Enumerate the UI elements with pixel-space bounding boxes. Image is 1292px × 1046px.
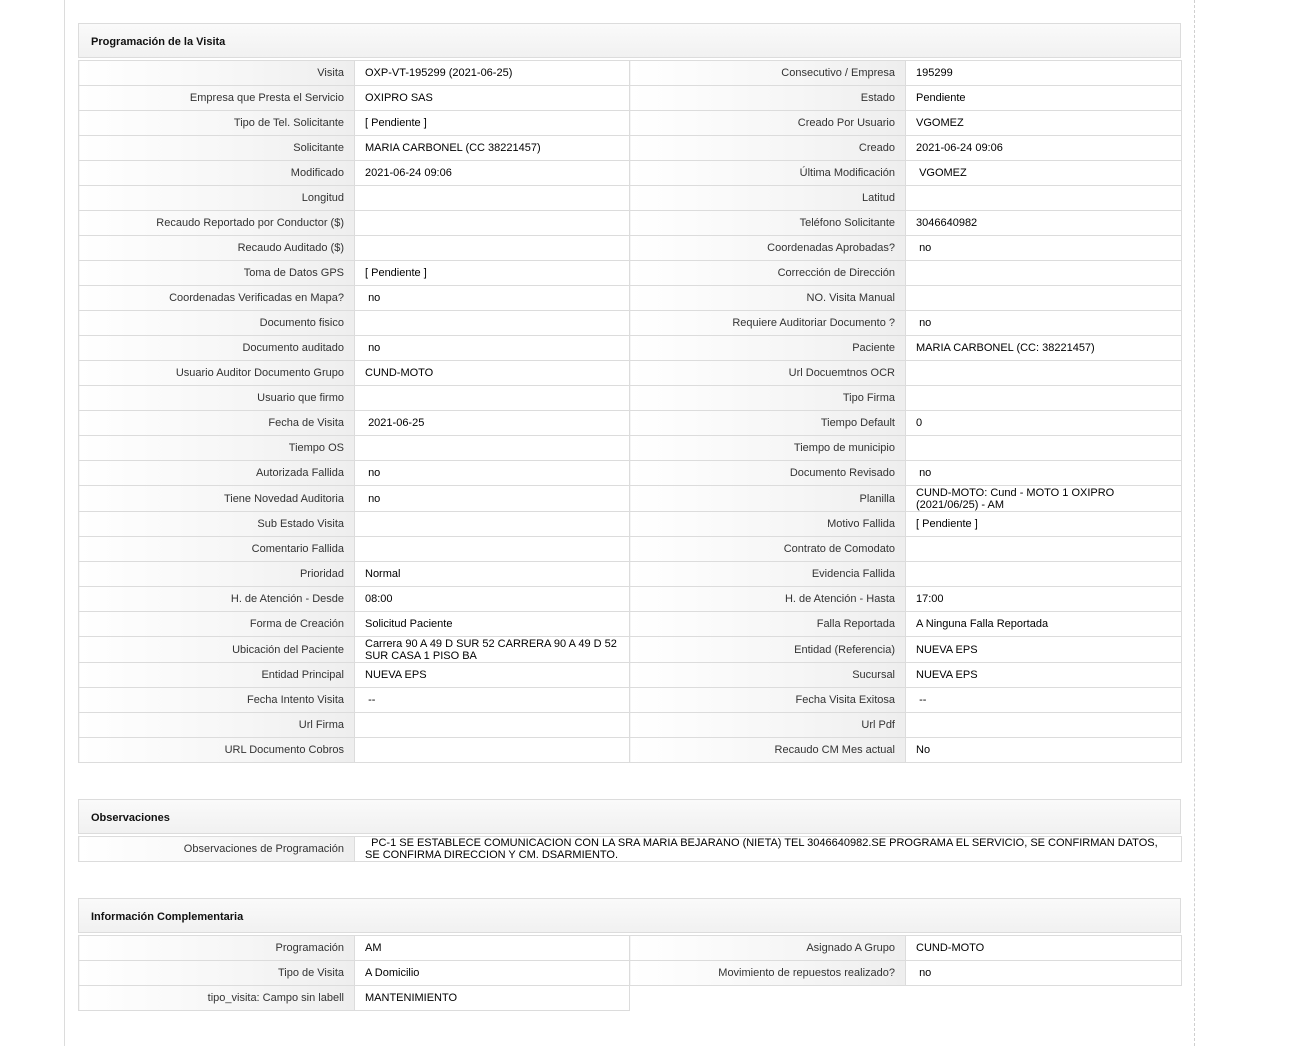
documento-fisico-label: Documento fisico bbox=[79, 311, 355, 336]
tiene-novedad-auditoria-value: no bbox=[355, 486, 630, 512]
recaudo-cm-mes-actual-value: No bbox=[906, 738, 1182, 763]
usuario-que-firmo-value bbox=[355, 386, 630, 411]
observaciones-value: PC-1 SE ESTABLECE COMUNICACION CON LA SRA MARIA BEJARANO (NIETA) TEL 3046640982.SE PROGRAMA EL SERVICIO, SE CONFIRMAN DATOS, SE CONFIRMA DIRECCION Y CM. DSARMIENTO. bbox=[355, 837, 1182, 862]
complementaria-panel bbox=[78, 898, 1181, 1011]
forma-de-creacion-value: Solicitud Paciente bbox=[355, 612, 630, 637]
tiempo-os-label: Tiempo OS bbox=[79, 436, 355, 461]
motivo-fallida-value: [ Pendiente ] bbox=[906, 512, 1182, 537]
falla-reportada-value: A Ninguna Falla Reportada bbox=[906, 612, 1182, 637]
sucursal-label: Sucursal bbox=[630, 663, 906, 688]
detail-row bbox=[79, 86, 1182, 111]
h-de-atencion-desde-value: 08:00 bbox=[355, 587, 630, 612]
detail-row bbox=[79, 663, 1182, 688]
telefono-solicitante-label: Teléfono Solicitante bbox=[630, 211, 906, 236]
h-de-atencion-hasta-label: H. de Atención - Hasta bbox=[630, 587, 906, 612]
usuario-auditor-documento-grupo-value: CUND-MOTO bbox=[355, 361, 630, 386]
detail-row bbox=[79, 738, 1182, 763]
detail-row bbox=[79, 411, 1182, 436]
tipo-de-tel-solicitante-label: Tipo de Tel. Solicitante bbox=[79, 111, 355, 136]
url-documento-cobros-label: URL Documento Cobros bbox=[79, 738, 355, 763]
fecha-intento-visita-label: Fecha Intento Visita bbox=[79, 688, 355, 713]
observaciones-panel bbox=[78, 799, 1181, 862]
tiempo-os-value bbox=[355, 436, 630, 461]
observaciones-panel-title: Observaciones bbox=[78, 799, 1181, 834]
fecha-visita-exitosa-value: -- bbox=[906, 688, 1182, 713]
fecha-intento-visita-value: -- bbox=[355, 688, 630, 713]
evidencia-fallida-label: Evidencia Fallida bbox=[630, 562, 906, 587]
programacion-panel-title: Programación de la Visita bbox=[78, 23, 1181, 58]
documento-revisado-label: Documento Revisado bbox=[630, 461, 906, 486]
tipo-de-tel-solicitante-value: [ Pendiente ] bbox=[355, 111, 630, 136]
url-docuemtnos-ocr-label: Url Docuemtnos OCR bbox=[630, 361, 906, 386]
tipo-visita-campo-sin-labell-value: MANTENIMIENTO bbox=[355, 986, 630, 1011]
detail-row bbox=[79, 637, 1182, 663]
usuario-auditor-documento-grupo-label: Usuario Auditor Documento Grupo bbox=[79, 361, 355, 386]
prioridad-label: Prioridad bbox=[79, 562, 355, 587]
detail-row bbox=[79, 361, 1182, 386]
recaudo-reportado-por-conductor-value bbox=[355, 211, 630, 236]
url-firma-value bbox=[355, 713, 630, 738]
consecutivo-empresa-label: Consecutivo / Empresa bbox=[630, 61, 906, 86]
detail-row bbox=[79, 236, 1182, 261]
correccion-de-direccion-label: Corrección de Dirección bbox=[630, 261, 906, 286]
coordenadas-aprobadas-label: Coordenadas Aprobadas? bbox=[630, 236, 906, 261]
tiempo-de-municipio-value bbox=[906, 436, 1182, 461]
detail-row bbox=[79, 512, 1182, 537]
latitud-label: Latitud bbox=[630, 186, 906, 211]
toma-de-datos-gps-value: [ Pendiente ] bbox=[355, 261, 630, 286]
toma-de-datos-gps-label: Toma de Datos GPS bbox=[79, 261, 355, 286]
sub-estado-visita-label: Sub Estado Visita bbox=[79, 512, 355, 537]
empresa-que-presta-el-servicio-label: Empresa que Presta el Servicio bbox=[79, 86, 355, 111]
detail-row bbox=[79, 461, 1182, 486]
documento-auditado-label: Documento auditado bbox=[79, 336, 355, 361]
requiere-auditoriar-documento-label: Requiere Auditoriar Documento ? bbox=[630, 311, 906, 336]
autorizada-fallida-value: no bbox=[355, 461, 630, 486]
empty-cell bbox=[630, 986, 1182, 1011]
tipo-de-visita-value: A Domicilio bbox=[355, 961, 630, 986]
ubicacion-del-paciente-value: Carrera 90 A 49 D SUR 52 CARRERA 90 A 49 D 52 SUR CASA 1 PISO BA bbox=[355, 637, 630, 663]
paciente-label: Paciente bbox=[630, 336, 906, 361]
solicitante-label: Solicitante bbox=[79, 136, 355, 161]
comentario-fallida-value bbox=[355, 537, 630, 562]
tipo-visita-campo-sin-labell-label: tipo_visita: Campo sin labell bbox=[79, 986, 355, 1011]
ultima-modificacion-label: Última Modificación bbox=[630, 161, 906, 186]
detail-row bbox=[79, 161, 1182, 186]
detail-row bbox=[79, 612, 1182, 637]
url-documento-cobros-value bbox=[355, 738, 630, 763]
h-de-atencion-desde-label: H. de Atención - Desde bbox=[79, 587, 355, 612]
fecha-visita-exitosa-label: Fecha Visita Exitosa bbox=[630, 688, 906, 713]
ubicacion-del-paciente-label: Ubicación del Paciente bbox=[79, 637, 355, 663]
no-visita-manual-value bbox=[906, 286, 1182, 311]
fecha-de-visita-label: Fecha de Visita bbox=[79, 411, 355, 436]
observaciones-label: Observaciones de Programación bbox=[79, 837, 355, 862]
observaciones-row bbox=[79, 837, 1182, 862]
detail-row bbox=[79, 211, 1182, 236]
tiempo-de-municipio-label: Tiempo de municipio bbox=[630, 436, 906, 461]
falla-reportada-label: Falla Reportada bbox=[630, 612, 906, 637]
programacion-panel bbox=[78, 23, 1181, 763]
detail-row bbox=[79, 537, 1182, 562]
contrato-de-comodato-label: Contrato de Comodato bbox=[630, 537, 906, 562]
evidencia-fallida-value bbox=[906, 562, 1182, 587]
tipo-firma-value bbox=[906, 386, 1182, 411]
tiene-novedad-auditoria-label: Tiene Novedad Auditoria bbox=[79, 486, 355, 512]
documento-fisico-value bbox=[355, 311, 630, 336]
usuario-que-firmo-label: Usuario que firmo bbox=[79, 386, 355, 411]
motivo-fallida-label: Motivo Fallida bbox=[630, 512, 906, 537]
entidad-principal-label: Entidad Principal bbox=[79, 663, 355, 688]
empresa-que-presta-el-servicio-value: OXIPRO SAS bbox=[355, 86, 630, 111]
paciente-value: MARIA CARBONEL (CC: 38221457) bbox=[906, 336, 1182, 361]
page-right-dashed-border bbox=[1194, 0, 1195, 1046]
longitud-label: Longitud bbox=[79, 186, 355, 211]
recaudo-auditado-label: Recaudo Auditado ($) bbox=[79, 236, 355, 261]
url-pdf-value bbox=[906, 713, 1182, 738]
latitud-value bbox=[906, 186, 1182, 211]
recaudo-reportado-por-conductor-label: Recaudo Reportado por Conductor ($) bbox=[79, 211, 355, 236]
creado-value: 2021-06-24 09:06 bbox=[906, 136, 1182, 161]
detail-row bbox=[79, 986, 1182, 1011]
modificado-label: Modificado bbox=[79, 161, 355, 186]
estado-value: Pendiente bbox=[906, 86, 1182, 111]
autorizada-fallida-label: Autorizada Fallida bbox=[79, 461, 355, 486]
detail-row bbox=[79, 61, 1182, 86]
detail-row bbox=[79, 336, 1182, 361]
visita-value: OXP-VT-195299 (2021-06-25) bbox=[355, 61, 630, 86]
creado-por-usuario-value: VGOMEZ bbox=[906, 111, 1182, 136]
ultima-modificacion-value: VGOMEZ bbox=[906, 161, 1182, 186]
coordenadas-verificadas-en-mapa-value: no bbox=[355, 286, 630, 311]
detail-row bbox=[79, 587, 1182, 612]
solicitante-value: MARIA CARBONEL (CC 38221457) bbox=[355, 136, 630, 161]
contrato-de-comodato-value bbox=[906, 537, 1182, 562]
asignado-a-grupo-label: Asignado A Grupo bbox=[630, 936, 906, 961]
estado-label: Estado bbox=[630, 86, 906, 111]
telefono-solicitante-value: 3046640982 bbox=[906, 211, 1182, 236]
longitud-value bbox=[355, 186, 630, 211]
detail-row bbox=[79, 286, 1182, 311]
recaudo-auditado-value bbox=[355, 236, 630, 261]
detail-row bbox=[79, 486, 1182, 512]
h-de-atencion-hasta-value: 17:00 bbox=[906, 587, 1182, 612]
complementaria-panel-title: Información Complementaria bbox=[78, 898, 1181, 933]
tipo-de-visita-label: Tipo de Visita bbox=[79, 961, 355, 986]
coordenadas-verificadas-en-mapa-label: Coordenadas Verificadas en Mapa? bbox=[79, 286, 355, 311]
detail-row bbox=[79, 562, 1182, 587]
programacion-label: Programación bbox=[79, 936, 355, 961]
detail-row bbox=[79, 386, 1182, 411]
detail-row bbox=[79, 186, 1182, 211]
url-docuemtnos-ocr-value bbox=[906, 361, 1182, 386]
entidad-referencia-label: Entidad (Referencia) bbox=[630, 637, 906, 663]
url-pdf-label: Url Pdf bbox=[630, 713, 906, 738]
tipo-firma-label: Tipo Firma bbox=[630, 386, 906, 411]
movimiento-de-repuestos-realizado-label: Movimiento de repuestos realizado? bbox=[630, 961, 906, 986]
detail-row bbox=[79, 136, 1182, 161]
sucursal-value: NUEVA EPS bbox=[906, 663, 1182, 688]
documento-auditado-value: no bbox=[355, 336, 630, 361]
entidad-referencia-value: NUEVA EPS bbox=[906, 637, 1182, 663]
coordenadas-aprobadas-value: no bbox=[906, 236, 1182, 261]
comentario-fallida-label: Comentario Fallida bbox=[79, 537, 355, 562]
tiempo-default-label: Tiempo Default bbox=[630, 411, 906, 436]
detail-row bbox=[79, 936, 1182, 961]
planilla-value: CUND-MOTO: Cund - MOTO 1 OXIPRO (2021/06/25) - AM bbox=[906, 486, 1182, 512]
creado-por-usuario-label: Creado Por Usuario bbox=[630, 111, 906, 136]
detail-row bbox=[79, 688, 1182, 713]
modificado-value: 2021-06-24 09:06 bbox=[355, 161, 630, 186]
creado-label: Creado bbox=[630, 136, 906, 161]
page-left-border bbox=[64, 0, 65, 1046]
recaudo-cm-mes-actual-label: Recaudo CM Mes actual bbox=[630, 738, 906, 763]
observaciones-table bbox=[78, 836, 1182, 862]
detail-row bbox=[79, 436, 1182, 461]
sub-estado-visita-value bbox=[355, 512, 630, 537]
prioridad-value: Normal bbox=[355, 562, 630, 587]
fecha-de-visita-value: 2021-06-25 bbox=[355, 411, 630, 436]
url-firma-label: Url Firma bbox=[79, 713, 355, 738]
documento-revisado-value: no bbox=[906, 461, 1182, 486]
programacion-table bbox=[78, 60, 1182, 763]
planilla-label: Planilla bbox=[630, 486, 906, 512]
movimiento-de-repuestos-realizado-value: no bbox=[906, 961, 1182, 986]
forma-de-creacion-label: Forma de Creación bbox=[79, 612, 355, 637]
requiere-auditoriar-documento-value: no bbox=[906, 311, 1182, 336]
entidad-principal-value: NUEVA EPS bbox=[355, 663, 630, 688]
consecutivo-empresa-value: 195299 bbox=[906, 61, 1182, 86]
visita-label: Visita bbox=[79, 61, 355, 86]
no-visita-manual-label: NO. Visita Manual bbox=[630, 286, 906, 311]
programacion-value: AM bbox=[355, 936, 630, 961]
detail-row bbox=[79, 961, 1182, 986]
detail-row bbox=[79, 261, 1182, 286]
detail-row bbox=[79, 311, 1182, 336]
tiempo-default-value: 0 bbox=[906, 411, 1182, 436]
detail-row bbox=[79, 713, 1182, 738]
asignado-a-grupo-value: CUND-MOTO bbox=[906, 936, 1182, 961]
correccion-de-direccion-value bbox=[906, 261, 1182, 286]
detail-row bbox=[79, 111, 1182, 136]
complementaria-table bbox=[78, 935, 1182, 1011]
